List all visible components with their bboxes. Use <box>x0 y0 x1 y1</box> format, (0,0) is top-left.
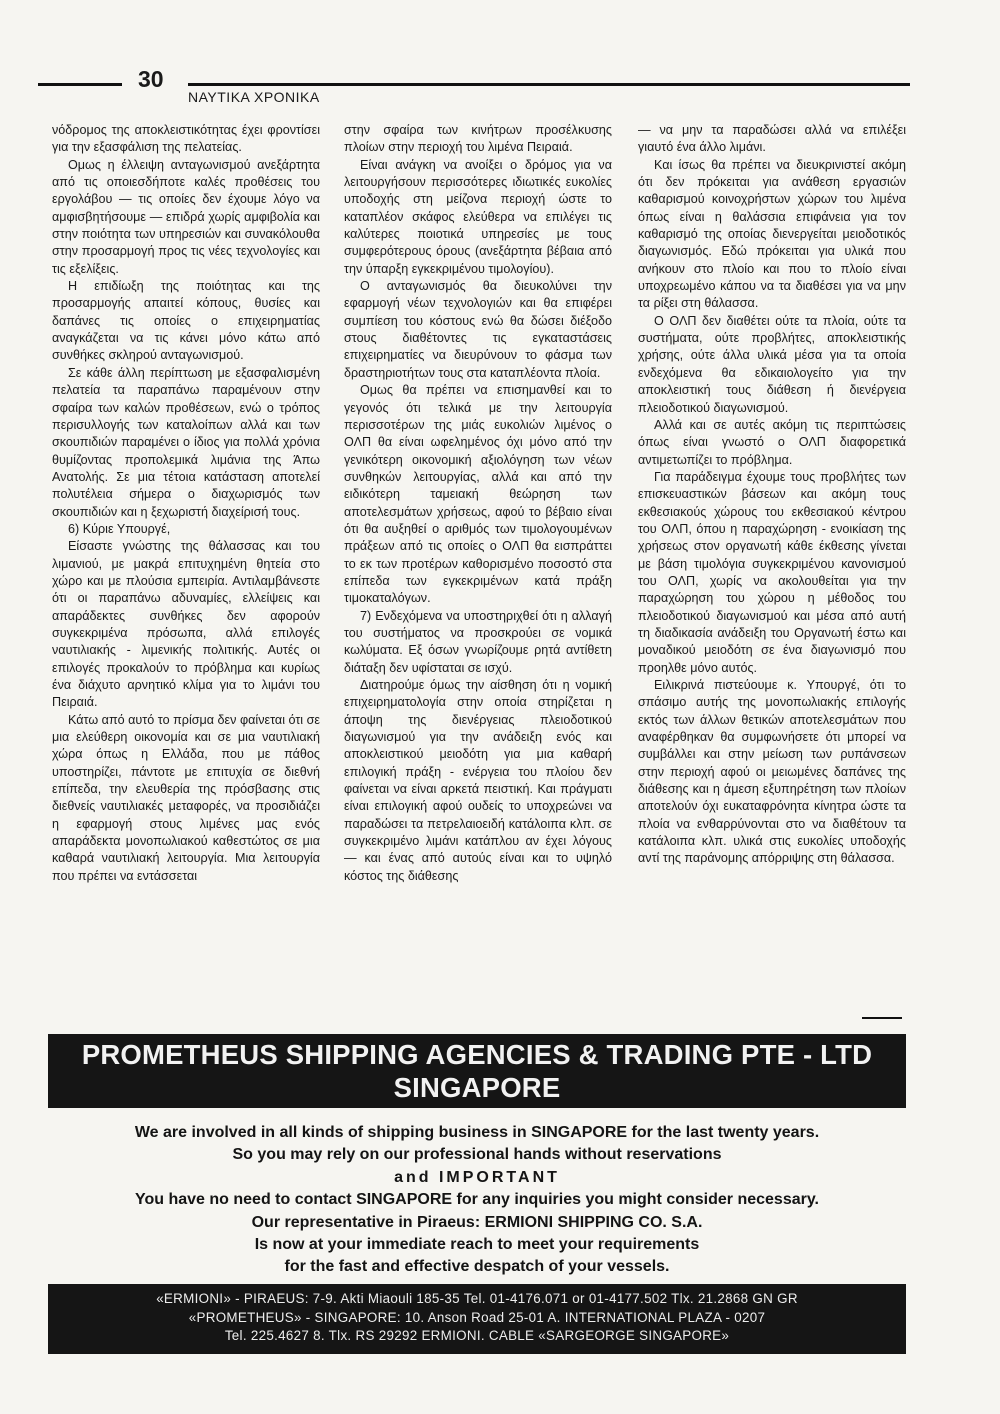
paragraph: Διατηρούμε όμως την αίσθηση ότι η νομική επιχειρηματολογία στην οποία στηρίζεται η άποψη της διενέργειας πλειοδοτικού διαγωνισμού για την ανάδειξη ενός και αποκλειστικού μειοδότη για μια καθαρή επιλογική πράξη - ενέργεια του πλοίου δεν φαίνεται να είναι αρκετά πειστική. Και πράγματι είναι επιλογική αφού ουδείς το υποχρεώνει να παραδώσει τα πετρελαιοειδή κατάλοιπα κλπ. σε συγκεκριμένο λιμάνι κατάπλου αν έχει λόγους — και ένας από αυτούς είναι και το υψηλό κόστος της διάθεσης <box>344 678 612 883</box>
advert-line: Is now at your immediate reach to meet your requirements <box>254 1236 700 1254</box>
contact-line: Tel. 225.4627 8. Tlx. RS 29292 ERMIONI. CABLE «SARGEORGE SINGAPORE» <box>224 1328 730 1343</box>
paragraph: Αλλά και σε αυτές ακόμη τις περιπτώσεις όπως είναι γνωστό ο ΟΛΠ διαφορετικά αντιμετωπίζει το πρόβλημα. <box>638 417 906 467</box>
article-column-3 <box>638 122 906 1017</box>
paragraph: Κάτω από αυτό το πρίσμα δεν φαίνεται ότι σε μια ελεύθερη οικονομία και σε μια ναυτιλιακή χώρα όπως η Ελλάδα, που με πάθος υποστηρίζει, πάντοτε με επιτυχία σε διεθνή επίπεδα, την ελευθερία της πρόσβασης στις διεθνείς ναυτιλιακές μεταφορές, να προσιδιάζει η εφαρμογή στους λιμένες μας ενός απαράδεκτα μονοπωλιακού καθεστώτος σε μια καθαρά ναυτιλιακή λειτουργία. Μια λειτουργία που πρέπει να εντάσσεται <box>52 712 320 883</box>
page-header <box>38 66 910 106</box>
header-rule-right <box>188 83 910 86</box>
contact-line: «ERMIONI» - PIRAEUS: 7-9. Akti Miaouli 185-35 Tel. 01-4176.071 or 01-4177.502 Tlx. 21.2868 GN GR <box>156 1291 798 1306</box>
paragraph: Και ίσως θα πρέπει να διευκρινιστεί ακόμη ότι δεν πρόκειται για ανάθεση εργασιών καθαρισμού κοινοχρήστων χώρων του λιμένα όπως είναι η θαλάσσια επιφάνεια για τον καθαρισμό της οποίας διενεργείται μειοδοτικός διαγωνισμός. Εδώ πρόκειται για υλικά που ανήκουν στο πλοίο και που το πλοίο είναι υποχρεωμένο κάπου να τα διαθέσει για να μην τα ρίξει στη θάλασσα. <box>638 157 906 311</box>
article-column-2 <box>344 122 612 1017</box>
publication-title: ΝΑΥΤΙΚΑ ΧΡΟΝΙΚΑ <box>188 89 320 105</box>
paragraph: Ο ΟΛΠ δεν διαθέτει ούτε τα πλοία, ούτε τα συστήματα, ούτε προβλήτες, αποκλειστικής χρήσης, ούτε άλλα υλικά μέσα για τα οποία ενδεχόμενα θα εδικαιολογείτο για την αποκλειστική τους διάθεση ή διενέργεια πλειοδοτικού διαγωνισμού. <box>638 313 906 415</box>
paragraph: 6) Κύριε Υπουργέ, <box>68 521 171 536</box>
paragraph: Ειλικρινά πιστεύουμε κ. Υπουργέ, ότι το σπάσιμο αυτής της μονοπωλιακής επιλογής εκτός των άλλων θετικών αποτελεσμάτων που αναφέρθηκαν θα συμφωνήσετε ότι μπορεί να συμβάλλει και στην μείωση των ρυπάνσεων στην περιοχή αφού οι μειωμένες δαπάνες της διάθεσης και η άμεση εξυπηρέτηση των πλοίων αποτελούν όχι ευκαταφρόνητα κίνητρα ώστε τα πλοία να ενθαρρύνονται στο να διαθέτουν τα κατάλοιπα κλπ. υλικά στις ευκολίες υποδοχής αντί της παράνομης απόρριψης στη θάλασσα. <box>638 678 906 866</box>
article-column-1 <box>52 122 320 1017</box>
paragraph: Σε κάθε άλλη περίπτωση με εξασφαλισμένη πελατεία τα παραπάνω παραμένουν στην σφαίρα των καλών προθέσεων, ενώ ο τρόπος περισυλλογής των καταλοίπων αλλά και των σκουπιδιών παραμένει ο ίδιος για πολλά χρόνια θυμίζοντας προπολεμικά λιμάνια της Άπω Ανατολής. Σε μια τέτοια κατάσταση αποτελεί πολυτέλεια σήμερα ο διαχωρισμός των σκουπιδιών και η ξεχωριστή διαχείρισή τους. <box>52 365 320 519</box>
paragraph: — να μην τα παραδώσει αλλά να επιλέξει γιαυτό ένα άλλο λιμάνι. <box>638 123 906 155</box>
advert-banner <box>48 1034 906 1108</box>
paragraph: Είσαστε γνώστης της θάλασσας και του λιμανιού, με μακρά επιτυχημένη θητεία στο χώρο και με πλούσια εμπειρία. Αντιλαμβάνεστε ότι οι παραπάνω αδυναμίες, ελλείψεις και απαράδεκτες συνθήκες δεν αφορούν συγκεκριμένα πρόσωπα, αλλά επιλογές ναυτιλιακής - λιμενικής πολιτικής. Αυτές οι επιλογές προκαλούν το πρόβλημα και κυρίως ένα διάχυτο αρνητικό κλίμα για το λιμάνι του Πειραιά. <box>52 539 320 710</box>
advert-line: So you may rely on our professional hands without reservations <box>232 1146 722 1164</box>
advert-line: for the fast and effective despatch of your vessels. <box>284 1258 670 1276</box>
advert-company-name: PROMETHEUS SHIPPING AGENCIES & TRADING PTE - LTD <box>81 1039 873 1070</box>
paragraph: Είναι ανάγκη να ανοίξει ο δρόμος για να λειτουργήσουν περισσότερες ιδιωτικές ευκολίες υποδοχής στη μείζονα περιοχή ώστε το καταπλέον σκάφος ελεύθερα να επιλέγει τις καλύτερες ποιοτικά υπηρεσίες με τους συμφερότερους όρους (ανεξάρτητα βέβαια από την ύπαρξη εγκεκριμένου τιμολογίου). <box>344 157 612 276</box>
advert-contact-bar <box>48 1284 906 1354</box>
advert-line: You have no need to contact SINGAPORE for any inquiries you might consider necessary. <box>135 1191 819 1209</box>
paragraph: Ομως θα πρέπει να επισημανθεί και το γεγονός ότι τελικά με την λειτουργία περισσοτέρων της μιάς ευκολιών λιμένος ο ΟΛΠ θα είναι ωφελημένος όχι μόνο από την γενικότερη οικονομική αξιολόγηση των νέων συνθηκών λειτουργίας, αλλά και από την ειδικότερη ταμειακή θεώρηση των αποτελεσμάτων χρήσεως, αφού το βέβαιο είναι ότι θα αυξηθεί ο αριθμός των τιμολογουμένων πράξεων από τις οποίες ο ΟΛΠ θα εισπράττει το εκ των προτέρων καθορισμένο ποσοστό στα επίπεδα των εγκεκριμένων κατά πράξη τιμοκαταλόγων. <box>344 383 612 606</box>
advert-company-location: SINGAPORE <box>393 1072 561 1103</box>
advert-line: We are involved in all kinds of shipping business in SINGAPORE for the last twenty years. <box>134 1124 820 1141</box>
paragraph: Για παράδειγμα έχουμε τους προβλήτες των επισκευαστικών βάσεων και ακόμη τους εκθεσιακούς χώρους του εκθεσιακού κέντρου του ΟΛΠ, όπου η παραχώρηση - ενοικίαση της χρήσεως στον οργανωτή κάθε έκθεσης γίνεται με βάση τιμολόγια συγκεκριμένου κανονισμού του ΟΛΠ, χωρίς να ακολουθείται για την παραχώρηση του χώρου η μέθοδος του πλειοδοτικού διαγωνισμού και μέσα από αυτή τη διαδικασία ανάδειξη του Οργανωτή έστω και μοναδικού μειοδότη σε ένα διαγωνισμό που προηλθε μόνο αυτός. <box>638 469 906 675</box>
paragraph: 7) Ενδεχόμενα να υποστηριχθεί ότι η αλλαγή του συστήματος να προσκρούει σε νομικά κωλύματα. Εξ όσων γνωρίζουμε ρητά αντίθετη διάταξη δεν υφίσταται σε ισχύ. <box>344 608 612 675</box>
contact-line: «PROMETHEUS» - SINGAPORE: 10. Anson Road 25-01 A. INTERNATIONAL PLAZA - 0207 <box>188 1309 766 1325</box>
paragraph: Η επιδίωξη της ποιότητας και της προσαρμογής απαιτεί κόπους, θυσίες και δαπάνες τις οποίες ο επιχειρηματίας αναγκάζεται να τις κάνει μόνο κάτω από συνθήκες σκληρού ανταγωνισμού. <box>52 279 320 363</box>
page-number: 30 <box>138 66 164 92</box>
paragraph: στην σφαίρα των κινήτρων προσέλκυσης πλοίων στην περιοχή του λιμένα Πειραιά. <box>344 123 612 155</box>
advert-body <box>48 1122 906 1279</box>
advert-line: Our representative in Piraeus: ERMIONI SHIPPING CO. S.A. <box>251 1213 703 1231</box>
header-rule-left <box>38 83 122 86</box>
advert-line: and IMPORTANT <box>394 1168 560 1186</box>
article-body <box>52 122 912 1017</box>
paragraph: Ο ανταγωνισμός θα διευκολύνει την εφαρμογή νέων τεχνολογιών και θα επιφέρει συμπίεση του κόστους ενώ θα δώσει διέξοδο στους διαθέτοντες τις εγκαταστάσεις επιχειρηματίες να διευρύνουν το φάσμα των δραστηριοτήτων τους στα καταπλέοντα πλοία. <box>344 279 612 380</box>
article-end-rule <box>862 1017 902 1019</box>
paragraph: νόδρομος της αποκλειστικότητας έχει φροντίσει για την εξασφάλιση της πελατείας. <box>52 123 320 155</box>
paragraph: Ομως η έλλειψη ανταγωνισμού ανεξάρτητα από τις οποιεσδήποτε καλές προθέσεις του εργολάβου — τις οποίες δεν έχουμε λόγο να αμφισβητήσουμε — επιδρά χωρίς αμφιβολία και στην ποιότητα των υπηρεσιών και συνακόλουθα στην προσαρμογή προς τις νέες τεχνολογίες και τις εξελίξεις. <box>52 157 320 276</box>
